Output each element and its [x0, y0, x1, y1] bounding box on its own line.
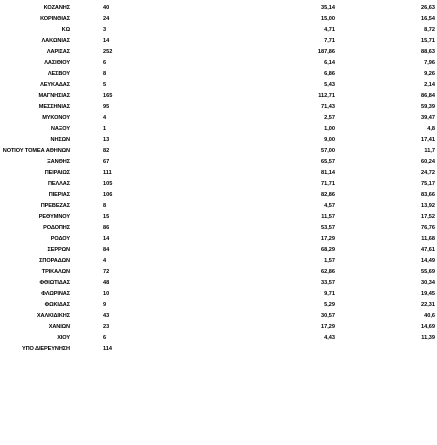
region-name-cell: ΛΑΚΩΝΙΑΣ: [41, 38, 70, 44]
table-row: [0, 267, 437, 278]
value-cell: 71,43: [321, 104, 335, 110]
region-name-cell: ΥΠΟ ΔΙΕΡΕΥΝΗΣΗ: [21, 346, 70, 352]
region-name-cell: ΜΕΣΣΗΝΙΑΣ: [38, 104, 70, 110]
table-row: [0, 201, 437, 212]
value-cell: 4,71: [324, 27, 335, 33]
value-cell: 68,29: [321, 247, 335, 253]
percent-cell: 30,34: [421, 280, 435, 286]
percent-cell: 17,41: [421, 137, 435, 143]
region-name-cell: ΛΑΣΙΘΙΟΥ: [44, 60, 70, 66]
case-count-cell: 14: [103, 236, 110, 242]
table-row: [0, 146, 437, 157]
percent-cell: 11,68: [421, 236, 435, 242]
value-cell: 71,71: [321, 181, 335, 187]
value-cell: 65,57: [321, 159, 335, 165]
percent-cell: 7,96: [424, 60, 435, 66]
value-cell: 5,29: [324, 302, 335, 308]
value-cell: 7,71: [324, 38, 335, 44]
region-name-cell: ΠΡΕΒΕΖΑΣ: [40, 203, 70, 209]
table-row: [0, 212, 437, 223]
table-row: [0, 344, 437, 355]
case-count-cell: 95: [103, 104, 110, 110]
table-row: [0, 25, 437, 36]
case-count-cell: 252: [103, 49, 113, 55]
value-cell: 35,14: [321, 5, 335, 11]
region-name-cell: ΜΑΓΝΗΣΙΑΣ: [38, 93, 70, 99]
region-name-cell: ΣΕΡΡΩΝ: [47, 247, 70, 253]
percent-cell: 55,69: [421, 269, 435, 275]
value-cell: 33,57: [321, 280, 335, 286]
percent-cell: 11,7: [424, 148, 435, 154]
case-count-cell: 3: [103, 27, 107, 33]
value-cell: 112,71: [318, 93, 335, 99]
case-count-cell: 43: [103, 313, 110, 319]
table-row: [0, 245, 437, 256]
value-cell: 11,57: [321, 214, 335, 220]
value-cell: 187,86: [317, 49, 335, 55]
value-cell: 9,00: [324, 137, 335, 143]
region-name-cell: ΛΕΣΒΟΥ: [47, 71, 70, 77]
percent-cell: 22,31: [421, 302, 435, 308]
table-row: [0, 190, 437, 201]
case-count-cell: 84: [103, 247, 110, 253]
case-count-cell: 67: [103, 159, 110, 165]
table-row: [0, 179, 437, 190]
case-count-cell: 8: [103, 71, 107, 77]
region-name-cell: ΚΟΖΑΝΗΣ: [43, 5, 70, 11]
region-name-cell: ΧΙΟΥ: [57, 335, 70, 341]
region-name-cell: ΜΥΚΟΝΟΥ: [42, 115, 70, 121]
percent-cell: 39,47: [421, 115, 435, 121]
table-row: [0, 234, 437, 245]
value-cell: 6,86: [324, 71, 335, 77]
table-row: [0, 322, 437, 333]
percent-cell: 17,52: [421, 214, 435, 220]
value-cell: 82,86: [321, 192, 335, 198]
case-count-cell: 72: [103, 269, 110, 275]
table-row: [0, 223, 437, 234]
percent-cell: 13,92: [421, 203, 435, 209]
percent-cell: 14,49: [421, 258, 435, 264]
case-count-cell: 165: [103, 93, 113, 99]
case-count-cell: 1: [103, 126, 107, 132]
value-cell: 2,57: [324, 115, 335, 121]
value-cell: [305, 344, 335, 355]
case-count-cell: 4: [103, 115, 107, 121]
region-name-cell: ΝΑΞΟΥ: [50, 126, 70, 132]
table-row: [0, 58, 437, 69]
region-name-cell: ΝΗΣΩΝ: [50, 137, 70, 143]
region-name-cell: ΠΕΙΡΑΙΩΣ: [44, 170, 70, 176]
case-count-cell: 105: [103, 181, 113, 187]
region-name-cell: ΡΟΔΟΥ: [50, 236, 70, 242]
table-row: [0, 135, 437, 146]
percent-cell: 40,6: [424, 313, 435, 319]
region-name-cell: ΣΠΟΡΑΔΩΝ: [39, 258, 70, 264]
percent-cell: 8,72: [424, 27, 435, 33]
value-cell: 4,43: [324, 335, 335, 341]
region-name-cell: ΚΟΡΙΝΘΙΑΣ: [40, 16, 70, 22]
region-name-cell: ΧΑΝΙΩΝ: [48, 324, 70, 330]
table-row: [0, 69, 437, 80]
table-row: [0, 113, 437, 124]
case-count-cell: 6: [103, 335, 107, 341]
region-name-cell: ΡΕΘΥΜΝΟΥ: [38, 214, 70, 220]
region-name-cell: ΛΑΡΙΣΑΣ: [46, 49, 70, 55]
percent-cell: 15,71: [421, 38, 435, 44]
percent-cell: 19,45: [421, 291, 435, 297]
region-name-cell: ΦΛΩΡΙΝΑΣ: [41, 291, 70, 297]
value-cell: 1,57: [324, 258, 335, 264]
percent-cell: 16,54: [421, 16, 435, 22]
table-row: [0, 333, 437, 344]
table-row: [0, 124, 437, 135]
case-count-cell: 114: [103, 346, 113, 352]
value-cell: 9,71: [324, 291, 335, 297]
case-count-cell: 111: [103, 170, 112, 176]
table-row: [0, 168, 437, 179]
region-name-cell: ΚΩ: [61, 27, 70, 33]
case-count-cell: 23: [103, 324, 110, 330]
percent-cell: 59,39: [421, 104, 435, 110]
table-row: [0, 278, 437, 289]
region-name-cell: ΦΘΙΩΤΙΔΑΣ: [39, 280, 70, 286]
percent-cell: 2,14: [424, 82, 435, 88]
case-count-cell: 86: [103, 225, 110, 231]
region-name-cell: ΞΑΝΘΗΣ: [47, 159, 70, 165]
percent-cell: 60,24: [421, 159, 435, 165]
region-name-cell: ΦΩΚΙΔΑΣ: [44, 302, 70, 308]
percent-cell: 47,61: [421, 247, 435, 253]
region-name-cell: ΛΕΥΚΑΔΑΣ: [40, 82, 70, 88]
table-row: [0, 102, 437, 113]
percent-cell: 86,84: [421, 93, 435, 99]
region-name-cell: ΧΑΛΚΙΔΙΚΗΣ: [36, 313, 70, 319]
region-name-cell: ΠΕΛΛΑΣ: [47, 181, 70, 187]
case-count-cell: 82: [103, 148, 110, 154]
value-cell: 81,14: [321, 170, 335, 176]
table-row: [0, 289, 437, 300]
value-cell: 6,14: [324, 60, 335, 66]
case-count-cell: 48: [103, 280, 110, 286]
value-cell: 4,57: [324, 203, 335, 209]
percent-cell: 4,8: [427, 126, 435, 132]
percent-cell: 83,66: [421, 192, 435, 198]
case-count-cell: 24: [103, 16, 110, 22]
table-row: [0, 91, 437, 102]
percent-cell: 75,17: [421, 181, 435, 187]
case-count-cell: 9: [103, 302, 107, 308]
value-cell: 62,86: [321, 269, 335, 275]
case-count-cell: 13: [103, 137, 110, 143]
table-row: [0, 311, 437, 322]
case-count-cell: 15: [103, 214, 110, 220]
value-cell: 5,43: [324, 82, 335, 88]
percent-cell: 88,63: [421, 49, 435, 55]
region-name-cell: ΝΟΤΙΟΥ ΤΟΜΕΑ ΑΘΗΝΩΝ: [2, 148, 70, 154]
case-count-cell: 14: [103, 38, 110, 44]
percent-cell: [410, 344, 435, 355]
case-count-cell: 4: [103, 258, 107, 264]
value-cell: 53,57: [321, 225, 335, 231]
region-name-cell: ΠΙΕΡΙΑΣ: [48, 192, 70, 198]
table-row: [0, 256, 437, 267]
case-count-cell: 5: [103, 82, 107, 88]
case-count-cell: 8: [103, 203, 107, 209]
table-row: [0, 3, 437, 14]
table-row: [0, 157, 437, 168]
value-cell: 1,00: [324, 126, 335, 132]
value-cell: 17,29: [321, 324, 335, 330]
value-cell: 30,57: [321, 313, 335, 319]
percent-cell: 11,39: [421, 335, 435, 341]
value-cell: 17,29: [321, 236, 335, 242]
table-row: [0, 47, 437, 58]
percent-cell: 9,26: [424, 71, 435, 77]
table-row: [0, 300, 437, 311]
value-cell: 15,00: [321, 16, 335, 22]
region-name-cell: ΡΟΔΟΠΗΣ: [43, 225, 70, 231]
value-cell: 57,00: [321, 148, 335, 154]
table-row: [0, 36, 437, 47]
percent-cell: 14,69: [421, 324, 435, 330]
percent-cell: 24,72: [421, 170, 435, 176]
case-count-cell: 106: [103, 192, 113, 198]
case-count-cell: 40: [103, 5, 110, 11]
case-count-cell: 6: [103, 60, 107, 66]
table-row: [0, 80, 437, 91]
table-row: [0, 14, 437, 25]
percent-cell: 26,63: [421, 5, 435, 11]
region-name-cell: ΤΡΙΚΑΛΩΝ: [41, 269, 70, 275]
percent-cell: 76,76: [421, 225, 435, 231]
case-count-cell: 10: [103, 291, 110, 297]
